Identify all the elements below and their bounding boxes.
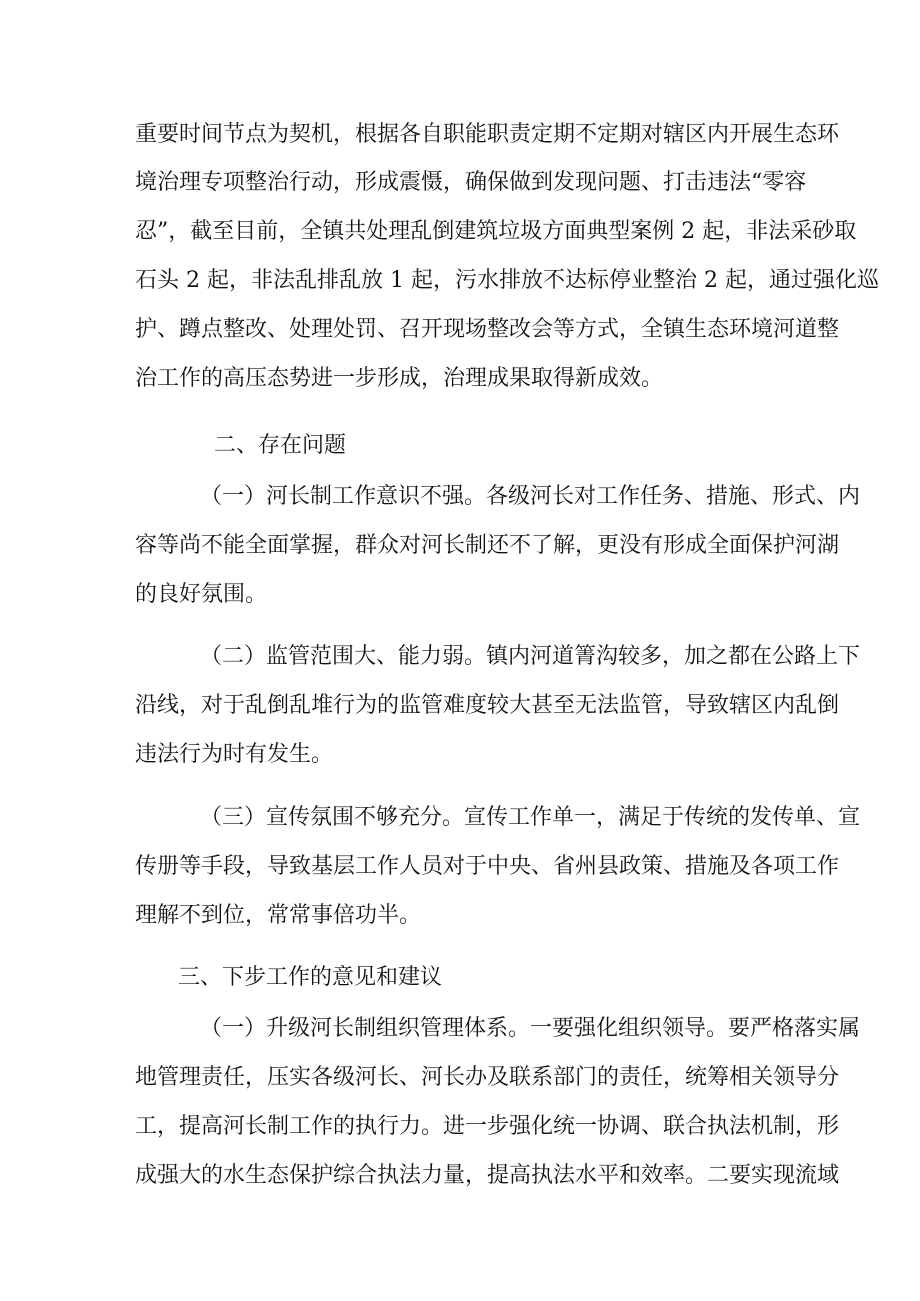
- paragraph-line: 重要时间节点为契机，根据各自职能职责定期不定期对辖区内开展生态环: [135, 122, 840, 147]
- paragraph-line: 成强大的水生态保护综合执法力量，提高执法水平和效率。二要实现流域: [135, 1163, 840, 1188]
- paragraph-line: 治工作的高压态势进一步形成，治理成果取得新成效。: [135, 366, 664, 391]
- paragraph-line: 地管理责任，压实各级河长、河长办及联系部门的责任，统筹相关领导分: [135, 1065, 840, 1090]
- paragraph-line: 境治理专项整治行动，形成震慑，确保做到发现问题、打击违法“零容: [135, 170, 807, 195]
- paragraph-line: 的良好氛围。: [135, 582, 268, 607]
- paragraph-line: 忍”，截至目前，全镇共处理乱倒建筑垃圾方面典型案例 2 起，非法采砂取: [135, 219, 857, 244]
- section-heading: 三、下步工作的意见和建议: [178, 965, 443, 990]
- paragraph-line: 理解不到位，常常事倍功半。: [135, 903, 422, 928]
- paragraph-line: （二）监管范围大、能力弱。镇内河道箐沟较多，加之都在公路上下: [200, 644, 861, 669]
- paragraph-line: 工，提高河长制工作的执行力。进一步强化统一协调、联合执法机制，形: [135, 1114, 840, 1139]
- paragraph-line: （三）宣传氛围不够充分。宣传工作单一，满足于传统的发传单、宣: [200, 805, 861, 830]
- section-heading: 二、存在问题: [214, 433, 347, 458]
- paragraph-line: 护、蹲点整改、处理处罚、召开现场整改会等方式，全镇生态环境河道整: [135, 317, 840, 342]
- paragraph-line: 沿线，对于乱倒乱堆行为的监管难度较大甚至无法监管，导致辖区内乱倒: [135, 693, 840, 718]
- paragraph-line: 容等尚不能全面掌握，群众对河长制还不了解，更没有形成全面保护河湖: [135, 533, 840, 558]
- paragraph-line: （一）升级河长制组织管理体系。一要强化组织领导。要严格落实属: [200, 1016, 861, 1041]
- paragraph-line: 石头 2 起，非法乱排乱放 1 起，污水排放不达标停业整治 2 起，通过强化巡: [135, 268, 879, 293]
- paragraph-line: （一）河长制工作意识不强。各级河长对工作任务、措施、形式、内: [200, 484, 861, 509]
- paragraph-line: 违法行为时有发生。: [135, 742, 334, 767]
- paragraph-line: 传册等手段，导致基层工作人员对于中央、省州县政策、措施及各项工作: [135, 854, 840, 879]
